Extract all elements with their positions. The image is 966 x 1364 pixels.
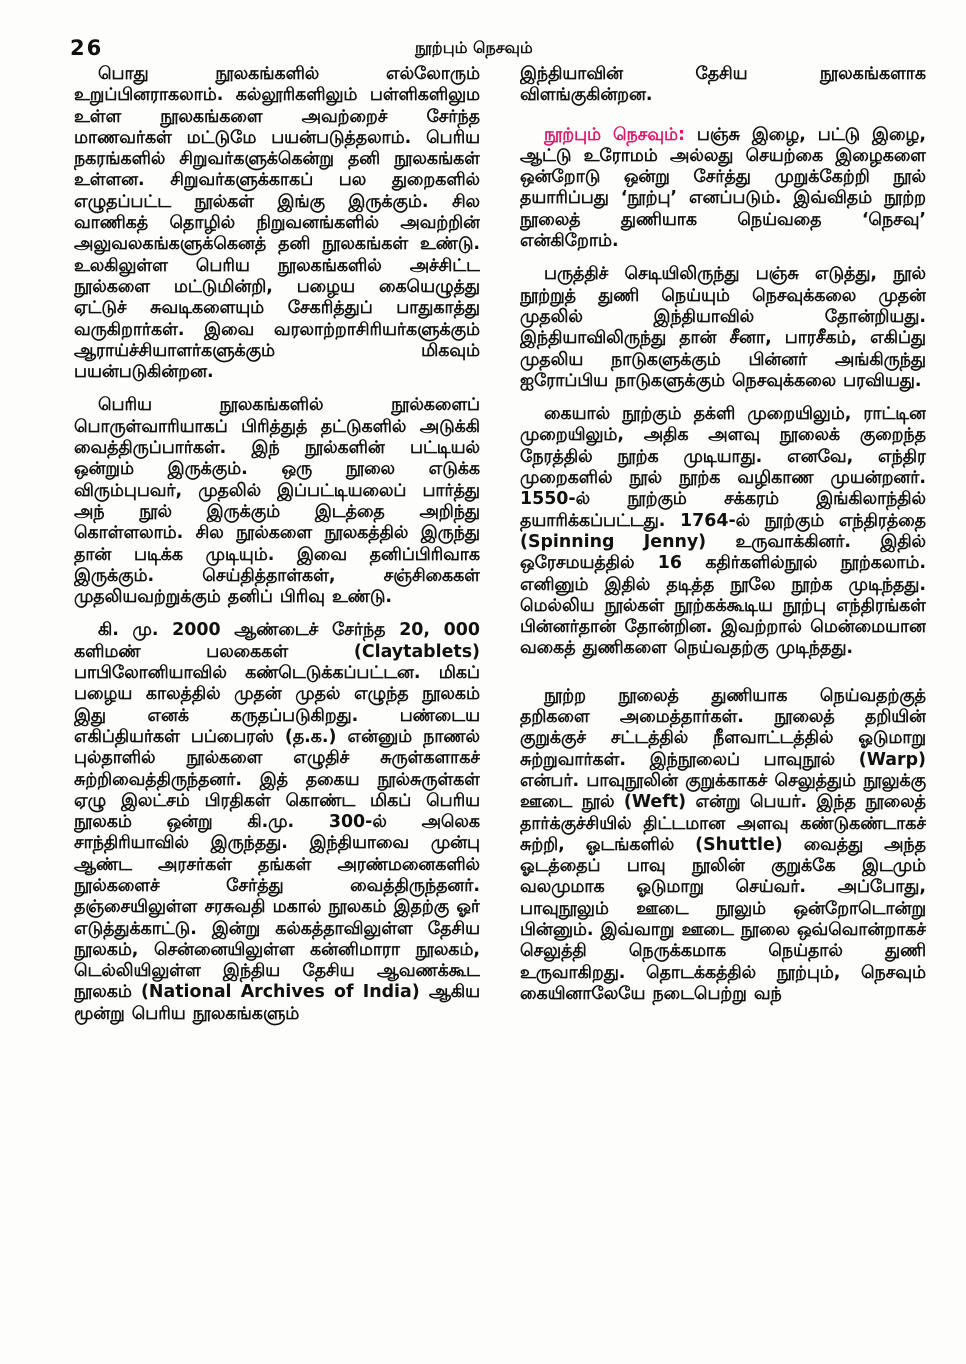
paragraph-catalogue: பெரிய நூலகங்களில் நூல்களைப் பொருள்வாரியாகப் பிரித்துத் தட்டுகளில் அடுக்கி வைத்திருப்பார்கள். இந் நூல்களின் பட்டியல் ஒன்றும் இருக்கும். ஒரு நூலை எடுக்க விரும்புபவர், முதலில் இப்பட்டியலைப் பார்த்து அந் நூல் இருக்கும் இடத்தை அறிந்து கொள்ளலாம். சில நூல்களை நூலகத்தில் இருந்து தான் படிக்க முடியும். இவை தனிப்பிரிவாக இருக்கும். செய்தித்தாள்கள், சஞ்சிகைகள் முதலியவற்றுக்கும் தனிப் பிரிவு உண்டு.	[74, 395, 480, 608]
running-title: நூற்பும் நெசவும்	[415, 38, 533, 57]
section-heading: நூற்பும் நெசவும்:	[544, 124, 685, 145]
right-column	[520, 64, 926, 1344]
paragraph-library-history: கி. மு. 2000 ஆண்டைச் சேர்ந்த 20, 000 களிமண் பலகைகள் (Claytablets) பாபிலோனியாவில் கண்டெடுக்கப்பட்டன. மிகப் பழைய காலத்தில் முதன் முதல் எழுந்த நூலகம் இது எனக் கருதப்படுகிறது. பண்டைய எகிப்தியர்கள் பப்பைரஸ் (த.க.) என்னும் நாணல் புல்தாளில் நூல்களை எழுதிச் சுருள்களாகச் சுற்றிவைத்திருந்தனர். இத் தகைய நூல்சுருள்கள் ஏழு இலட்சம் பிரதிகள் கொண்ட மிகப் பெரிய நூலகம் ஒன்று கி.மு. 300-ல் அலெக சாந்திரியாவில் இருந்தது. இந்தியாவை முன்பு ஆண்ட அரசர்கள் தங்கள் அரண்மனைகளில் நூல்களைச் சேர்த்து வைத்திருந்தனர். தஞ்சையிலுள்ள சரசுவதி மகால் நூலகம் இதற்கு ஓர் எடுத்துக்காட்டு. இன்று கல்கத்தாவிலுள்ள தேசிய நூலகம், சென்னையிலுள்ள கன்னிமாரா நூலகம், டெல்லியிலுள்ள இந்திய தேசிய ஆவணக்கூட நூலகம் (National Archives of India) ஆகிய மூன்று பெரிய நூலகங்களும்	[74, 620, 480, 1024]
paragraph-cotton-origin: பருத்திச் செடியிலிருந்து பஞ்சு எடுத்து, நூல் நூற்றுத் துணி நெய்யும் நெசவுக்கலை முதன் முதலில் இந்தியாவில் தோன்றியது. இந்தியாவிலிருந்து தான் சீனா, பாரசீகம், எகிப்து முதலிய நாடுகளுக்கும் பின்னர் அங்கிருந்து ஐரோப்பிய நாடுகளுக்கும் நெசவுக்கலை பரவியது.	[520, 264, 926, 391]
section-heading-body: பஞ்சு இழை, பட்டு இழை, ஆட்டு உரோமம் அல்லது செயற்கை இழைகளை ஒன்றோடு ஒன்று சேர்த்து முறுக்கேற்றி நூல் தயாரிப்பது ‘நூற்பு’ எனப்படும். இவ்விதம் நூற்ற நூலைத் துணியாக நெய்வதை ‘நெசவு’ என்கிறோம்.	[520, 124, 926, 252]
page-header	[70, 36, 930, 62]
paragraph-spinning-weaving-intro	[520, 125, 926, 253]
page-number: 26	[70, 36, 104, 60]
left-column	[74, 64, 480, 1344]
paragraph-national-libraries-cont: இந்தியாவின் தேசிய நூலகங்களாக விளங்குகின்றன.	[520, 64, 926, 106]
paragraph-spinning-machines: கையால் நூற்கும் தக்ளி முறையிலும், ராட்டின முறையிலும், அதிக அளவு நூலைக் குறைந்த நேரத்தில் நூற்க முடியாது. எனவே, எந்திர முறைகளில் நூல் நூற்க வழிகாண முயன்றனர். 1550-ல் நூற்கும் சக்கரம் இங்கிலாந்தில் தயாரிக்கப்பட்டது. 1764-ல் நூற்கும் எந்திரத்தை (Spinning Jenny) உருவாக்கினர். இதில் ஒரேசமயத்தில் 16 கதிர்களில்நூல் நூற்கலாம். எனினும் இதில் தடித்த நூலே நூற்க முடிந்தது. மெல்லிய நூல்கள் நூற்கக்கூடிய நூற்பு எந்திரங்கள் பின்னர்தான் தோன்றின. இவற்றால் மென்மையான வகைத் துணிகளை நெய்வதற்கு முடிந்தது.	[520, 404, 926, 659]
paragraph-public-libraries: பொது நூலகங்களில் எல்லோரும் உறுப்பினராகலாம். கல்லூரிகளிலும் பள்ளிகளிலும உள்ள நூலகங்களை அவற்றைச் சேர்ந்த மாணவர்கள் மட்டுமே பயன்படுத்தலாம். பெரிய நகரங்களில் சிறுவர்களுக்கென்று தனி நூலகங்கள் உள்ளன. சிறுவர்களுக்காகப் பல துறைகளில் எழுதப்பட்ட நூல்கள் இங்கு இருக்கும். சில வாணிகத் தொழில் நிறுவனங்களில் அவற்றின் அலுவலகங்களுக்கெனத் தனி நூலகங்கள் உண்டு. உலகிலுள்ள பெரிய நூலகங்களில் அச்சிட்ட நூல்களை மட்டுமின்றி, பழைய கையெழுத்து ஏட்டுச் சுவடிகளையும் சேகரித்துப் பாதுகாத்து வருகிறார்கள். இவை வரலாற்றாசிரியர்களுக்கும் ஆராய்ச்சியாளர்களுக்கும் மிகவும் பயன்படுகின்றன.	[74, 64, 480, 383]
paragraph-looms: நூற்ற நூலைத் துணியாக நெய்வதற்குத் தறிகளை அமைத்தார்கள். நூலைத் தறியின் குறுக்குச் சட்டத்தில் நீளவாட்டத்தில் ஓடுமாறு சுற்றுவார்கள். இந்நூலைப் பாவுநூல் (Warp) என்பர். பாவுநூலின் குறுக்காகச் செலுத்தும் நூலுக்கு ஊடை நூல் (Weft) என்று பெயர். இந்த நூலைத் தார்க்குச்சியில் திட்டமான அளவு கண்டுகண்டாகச் சுற்றி, ஓடங்களில் (Shuttle) வைத்து அந்த ஓடத்தைப் பாவு நூலின் குறுக்கே இடமும் வலமுமாக ஓடுமாறு செய்வர். அப்போது, பாவுநூலும் ஊடை நூலும் ஒன்றோடொன்று பின்னும். இவ்வாறு ஊடை நூலை ஒவ்வொன்றாகச் செலுத்தி நெருக்கமாக நெய்தால் துணி உருவாகிறது. தொடக்கத்தில் நூற்பும், நெசவும் கையினாலேயே நடைபெற்று வந்	[520, 685, 926, 1004]
